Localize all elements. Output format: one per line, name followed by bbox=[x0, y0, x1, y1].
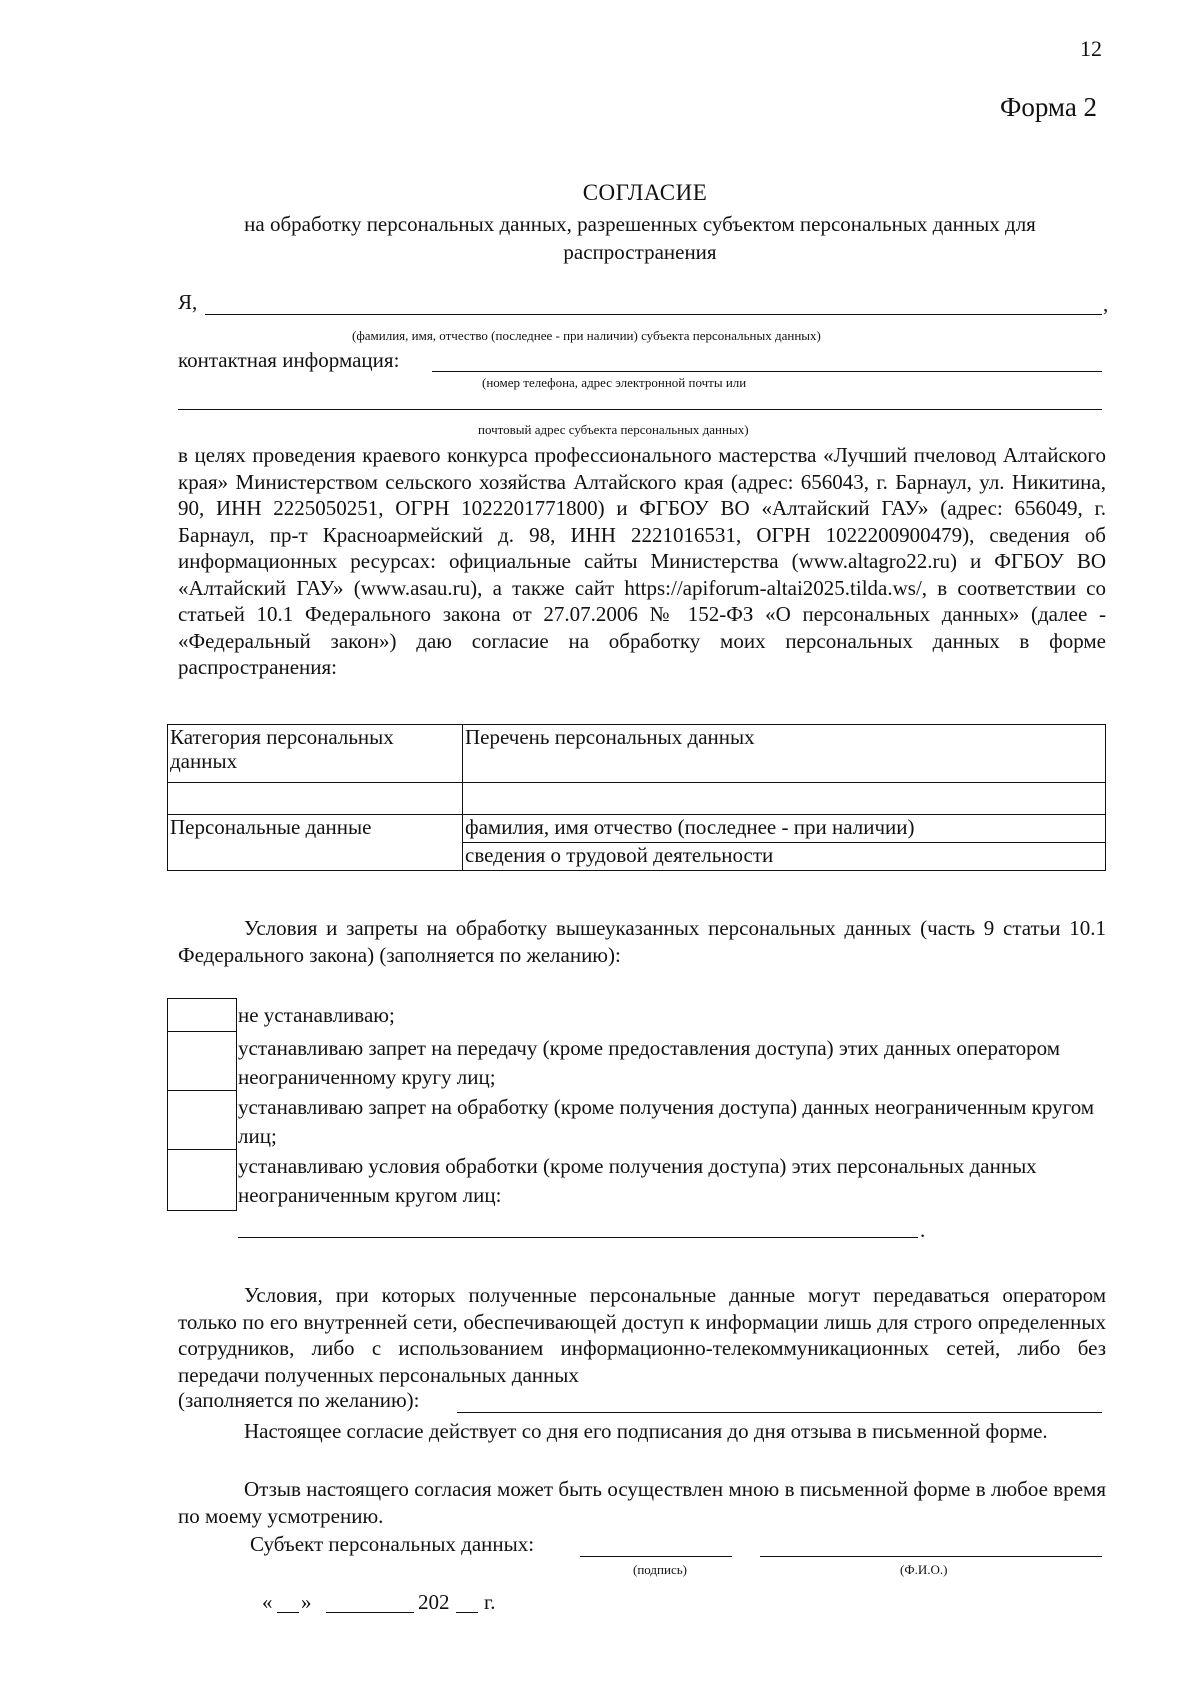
option-label-2: устанавливаю запрет на передачу (кроме предоставления доступа) этих данных оператором неограниченному кругу лиц; bbox=[238, 1036, 1061, 1089]
table-row-item-1: фамилия, имя отчество (последнее - при наличии) bbox=[463, 815, 1106, 843]
purpose-paragraph: в целях проведения краевого конкурса профессионального мастерства «Лучший пчеловод Алтайского края» Министерством сельского хозяйства Алтайского края (адрес: 656043, г. Барнаул, ул. Никитина, 90, ИНН 2225050251, ОГРН 1022201771800) и ФГБОУ ВО «Алтайский ГАУ» (адрес: 656049, г. Барнаул, пр-т Красноармейский д. 98, ИНН 2221016531, ОГРН 1022200900479), сведения об информационных ресурсах: официальные сайты Министерства (www.altagro22.ru) и ФГБОУ ВО «Алтайский ГАУ» (www.asau.ru), а также сайт https://apiforum-altai2025.tilda.ws/, в соответствии со статьей 10.1 Федерального закона от 27.07.2006 № 152-ФЗ «О персональных данных» (далее - «Федеральный закон») даю согласие на обработку моих персональных данных в форме распространения: bbox=[178, 443, 1106, 679]
name-field-caption: (фамилия, имя, отчество (последнее - при наличии) субъекта персональных данных) bbox=[352, 328, 821, 343]
date-year-line[interactable] bbox=[456, 1612, 478, 1613]
fio-caption: (Ф.И.О.) bbox=[900, 1562, 948, 1577]
option-checkbox-3[interactable] bbox=[167, 1090, 237, 1150]
date-month-line[interactable] bbox=[326, 1612, 414, 1613]
document-title: СОГЛАСИЕ bbox=[582, 180, 708, 205]
conditions-period: . bbox=[920, 1218, 926, 1242]
table-header-category: Категория персональных данных bbox=[168, 725, 463, 783]
signature-field-line[interactable] bbox=[580, 1556, 732, 1557]
signature-label: Субъект персональных данных: bbox=[250, 1532, 535, 1556]
conditions-field-line[interactable] bbox=[238, 1237, 918, 1238]
date-quote-open: « bbox=[262, 1590, 273, 1614]
document-subtitle: на обработку персональных данных, разрешенных субъектом персональных данных для распространения bbox=[244, 212, 1036, 264]
option-checkbox-4[interactable] bbox=[167, 1149, 237, 1211]
contact-label: контактная информация: bbox=[178, 348, 400, 372]
date-day-line[interactable] bbox=[277, 1612, 299, 1613]
signature-caption: (подпись) bbox=[633, 1562, 687, 1577]
option-checkbox-2[interactable] bbox=[167, 1031, 237, 1091]
i-prefix: Я, bbox=[178, 290, 198, 314]
form-label: Форма 2 bbox=[1000, 92, 1098, 122]
date-year-prefix: 202 bbox=[418, 1590, 450, 1614]
option-checkbox-1[interactable] bbox=[167, 998, 237, 1032]
table-header-list: Перечень персональных данных bbox=[463, 725, 1106, 783]
transfer-conditions-tail: (заполняется по желанию): bbox=[178, 1388, 420, 1412]
fio-field-line[interactable] bbox=[760, 1556, 1102, 1557]
table-row-item-2: сведения о трудовой деятельности bbox=[463, 843, 1106, 871]
table-empty-cell bbox=[168, 783, 463, 815]
option-label-3: устанавливаю запрет на обработку (кроме получения доступа) данных неограниченным кругом лиц; bbox=[238, 1095, 1095, 1148]
contact-field-caption-2: почтовый адрес субъекта персональных данных) bbox=[478, 422, 749, 437]
name-comma: , bbox=[1103, 292, 1109, 316]
option-label-1: не устанавливаю; bbox=[238, 1003, 395, 1027]
validity-text: Настоящее согласие действует со дня его подписания до дня отзыва в письменной форме. bbox=[244, 1419, 1048, 1443]
name-field-line[interactable] bbox=[205, 314, 1102, 315]
revocation-text: Отзыв настоящего согласия может быть осуществлен мною в письменной форме в любое время по моему усмотрению. bbox=[178, 1477, 1106, 1528]
option-label-4: устанавливаю условия обработки (кроме получения доступа) этих персональных данных неограниченным кругом лиц: bbox=[238, 1154, 1037, 1207]
transfer-conditions-field-line[interactable] bbox=[457, 1412, 1102, 1413]
date-year-suffix: г. bbox=[484, 1590, 496, 1614]
contact-field-caption: (номер телефона, адрес электронной почты или bbox=[482, 375, 747, 390]
date-quote-close: » bbox=[301, 1590, 312, 1614]
table-empty-cell bbox=[463, 783, 1106, 815]
contact-field-line-2[interactable] bbox=[178, 409, 1102, 410]
transfer-conditions-text: Условия, при которых полученные персональные данные могут передаваться оператором только по его внутренней сети, обеспечивающей доступ к информации лишь для строго определенных сотрудников, либо с использованием информационно-телекоммуникационных сетей, либо без передачи полученных персональных данных bbox=[178, 1283, 1106, 1387]
personal-data-table bbox=[167, 724, 1106, 871]
page-number: 12 bbox=[1080, 36, 1102, 61]
table-row-category: Персональные данные bbox=[168, 815, 463, 871]
contact-field-line[interactable] bbox=[432, 371, 1102, 372]
conditions-intro: Условия и запреты на обработку вышеуказанных персональных данных (часть 9 статьи 10.1 Федерального закона) (заполняется по желанию): bbox=[178, 916, 1106, 967]
